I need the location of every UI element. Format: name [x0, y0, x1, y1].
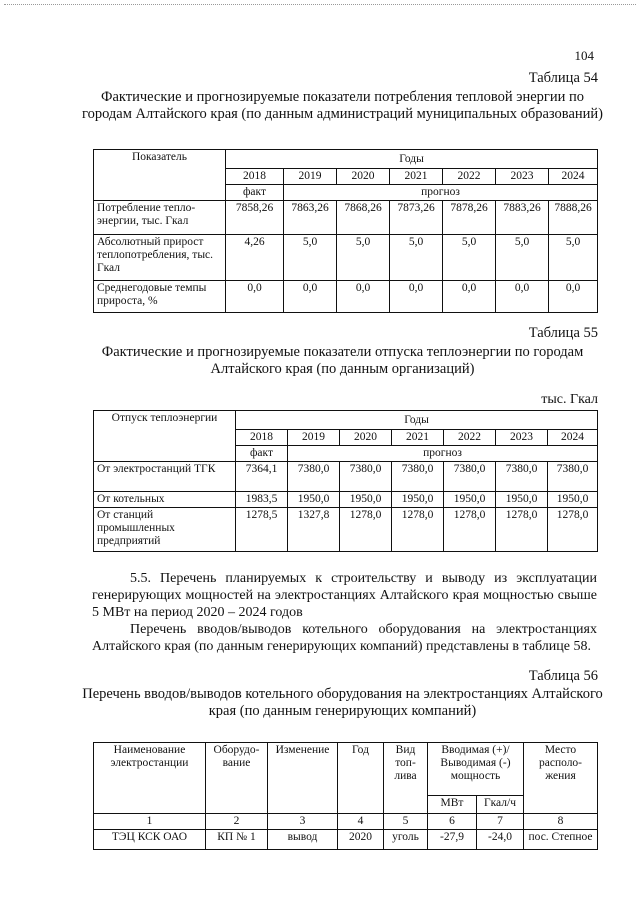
header-years: Годы — [236, 411, 598, 430]
year-cell: 2022 — [444, 430, 496, 446]
equipment-cell: КП № 1 — [206, 830, 268, 850]
value-cell: 7364,1 — [236, 462, 288, 492]
table-row — [94, 508, 598, 552]
column-number: 1 — [94, 814, 206, 830]
header-indicator: Показатель — [94, 150, 226, 201]
value-cell: 0,0 — [337, 281, 390, 313]
fact-cell: факт — [226, 185, 284, 201]
header-years: Годы — [226, 150, 598, 169]
column-number: 4 — [338, 814, 384, 830]
gcal-cell: -24,0 — [477, 830, 524, 850]
year-cell: 2021 — [392, 430, 444, 446]
year-cell: 2022 — [443, 169, 496, 185]
row-label: От электростанций ТГК — [94, 462, 236, 492]
value-cell: 0,0 — [390, 281, 443, 313]
value-cell: 7873,26 — [390, 201, 443, 235]
row-label: Потребление тепло-энергии, тыс. Гкал — [94, 201, 226, 235]
table-row — [94, 235, 598, 281]
location-cell: пос. Степное — [524, 830, 598, 850]
value-cell: 0,0 — [226, 281, 284, 313]
header-year: Год — [338, 743, 384, 814]
table-header-row — [94, 743, 598, 796]
column-number: 6 — [428, 814, 477, 830]
column-number: 2 — [206, 814, 268, 830]
table-56-label: Таблица 56 — [528, 668, 598, 684]
value-cell: 1278,0 — [496, 508, 548, 552]
header-capacity: Вводимая (+)/ Выводимая (-) мощность — [428, 743, 524, 796]
value-cell: 1278,0 — [392, 508, 444, 552]
scan-artifact-line — [4, 4, 636, 6]
value-cell: 5,0 — [443, 235, 496, 281]
row-label: От станций промышленных предприятий — [94, 508, 236, 552]
row-label: Абсолютный прирост теплопотребления, тыс. Гкал — [94, 235, 226, 281]
year-cell: 2023 — [496, 430, 548, 446]
fuel-cell: уголь — [384, 830, 428, 850]
value-cell: 1950,0 — [288, 492, 340, 508]
unit-label: тыс. Гкал — [541, 392, 598, 407]
value-cell: 7380,0 — [548, 462, 598, 492]
year-cell: 2024 — [548, 430, 598, 446]
header-gcal: Гкал/ч — [477, 796, 524, 814]
header-station: Наименование электростанции — [94, 743, 206, 814]
value-cell: 4,26 — [226, 235, 284, 281]
page-number: 104 — [574, 48, 594, 63]
table-56 — [93, 742, 598, 850]
column-number: 8 — [524, 814, 598, 830]
table-column-numbers-row — [94, 814, 598, 830]
header-location: Место располо-жения — [524, 743, 598, 814]
value-cell: 7863,26 — [284, 201, 337, 235]
value-cell: 1950,0 — [340, 492, 392, 508]
table-56-caption: Перечень вводов/выводов котельного оборудования на электростанциях Алтайского края (по данным генерирующих компаний) — [82, 686, 603, 719]
value-cell: 5,0 — [549, 235, 598, 281]
forecast-cell: прогноз — [288, 446, 598, 462]
value-cell: 7858,26 — [226, 201, 284, 235]
header-fuel: Вид топ-лива — [384, 743, 428, 814]
table-54-caption: Фактические и прогнозируемые показатели потребления тепловой энергии по городам Алтайского края (по данным администраций муниципальных образований) — [82, 89, 603, 122]
value-cell: 5,0 — [284, 235, 337, 281]
section-paragraph — [92, 621, 597, 655]
row-label: От котельных — [94, 492, 236, 508]
value-cell: 1950,0 — [392, 492, 444, 508]
table-row — [94, 201, 598, 235]
value-cell: 7868,26 — [337, 201, 390, 235]
value-cell: 0,0 — [496, 281, 549, 313]
value-cell: 1950,0 — [496, 492, 548, 508]
table-55-caption: Фактические и прогнозируемые показатели отпуска теплоэнергии по городам Алтайского края (по данным организаций) — [101, 344, 584, 377]
value-cell: 7878,26 — [443, 201, 496, 235]
year-cell: 2018 — [226, 169, 284, 185]
row-label: Среднегодовые темпы прироста, % — [94, 281, 226, 313]
value-cell: 7883,26 — [496, 201, 549, 235]
year-cell: 2020 — [338, 830, 384, 850]
value-cell: 1327,8 — [288, 508, 340, 552]
mw-cell: -27,9 — [428, 830, 477, 850]
year-cell: 2021 — [390, 169, 443, 185]
year-cell: 2024 — [549, 169, 598, 185]
year-cell: 2019 — [284, 169, 337, 185]
year-cell: 2018 — [236, 430, 288, 446]
change-cell: вывод — [268, 830, 338, 850]
header-indicator: Отпуск теплоэнергии — [94, 411, 236, 462]
section-heading-text: 5.5. Перечень планируемых к строительству и выводу из эксплуатации генерирующих мощностей на электростанциях Алтайского края мощностью свыше 5 МВт на период 2020 – 2024 годов — [92, 571, 597, 620]
year-cell: 2019 — [288, 430, 340, 446]
value-cell: 7888,26 — [549, 201, 598, 235]
header-equipment: Оборудо-вание — [206, 743, 268, 814]
forecast-cell: прогноз — [284, 185, 598, 201]
year-cell: 2020 — [337, 169, 390, 185]
value-cell: 5,0 — [390, 235, 443, 281]
value-cell: 1983,5 — [236, 492, 288, 508]
value-cell: 0,0 — [443, 281, 496, 313]
value-cell: 7380,0 — [496, 462, 548, 492]
value-cell: 5,0 — [337, 235, 390, 281]
table-row — [94, 281, 598, 313]
value-cell: 5,0 — [496, 235, 549, 281]
value-cell: 7380,0 — [288, 462, 340, 492]
table-header-row — [94, 150, 598, 169]
table-54-label: Таблица 54 — [528, 70, 598, 86]
table-header-row — [94, 411, 598, 430]
value-cell: 7380,0 — [340, 462, 392, 492]
fact-cell: факт — [236, 446, 288, 462]
year-cell: 2020 — [340, 430, 392, 446]
table-row — [94, 462, 598, 492]
value-cell: 1278,0 — [340, 508, 392, 552]
table-row — [94, 492, 598, 508]
value-cell: 1278,5 — [236, 508, 288, 552]
value-cell: 7380,0 — [392, 462, 444, 492]
column-number: 5 — [384, 814, 428, 830]
value-cell: 1950,0 — [548, 492, 598, 508]
value-cell: 0,0 — [284, 281, 337, 313]
value-cell: 1950,0 — [444, 492, 496, 508]
header-mw: МВт — [428, 796, 477, 814]
section-heading — [92, 570, 597, 621]
value-cell: 7380,0 — [444, 462, 496, 492]
value-cell: 1278,0 — [444, 508, 496, 552]
year-cell: 2023 — [496, 169, 549, 185]
column-number: 7 — [477, 814, 524, 830]
header-change: Изменение — [268, 743, 338, 814]
value-cell: 1278,0 — [548, 508, 598, 552]
column-number: 3 — [268, 814, 338, 830]
table-54 — [93, 149, 598, 313]
table-row — [94, 830, 598, 850]
table-55-label: Таблица 55 — [528, 325, 598, 341]
section-paragraph-text: Перечень вводов/выводов котельного оборудования на электростанциях Алтайского края (по данным генерирующих компаний) представлены в таблице 58. — [92, 622, 597, 654]
station-cell: ТЭЦ КСК ОАО — [94, 830, 206, 850]
value-cell: 0,0 — [549, 281, 598, 313]
table-55 — [93, 410, 598, 552]
